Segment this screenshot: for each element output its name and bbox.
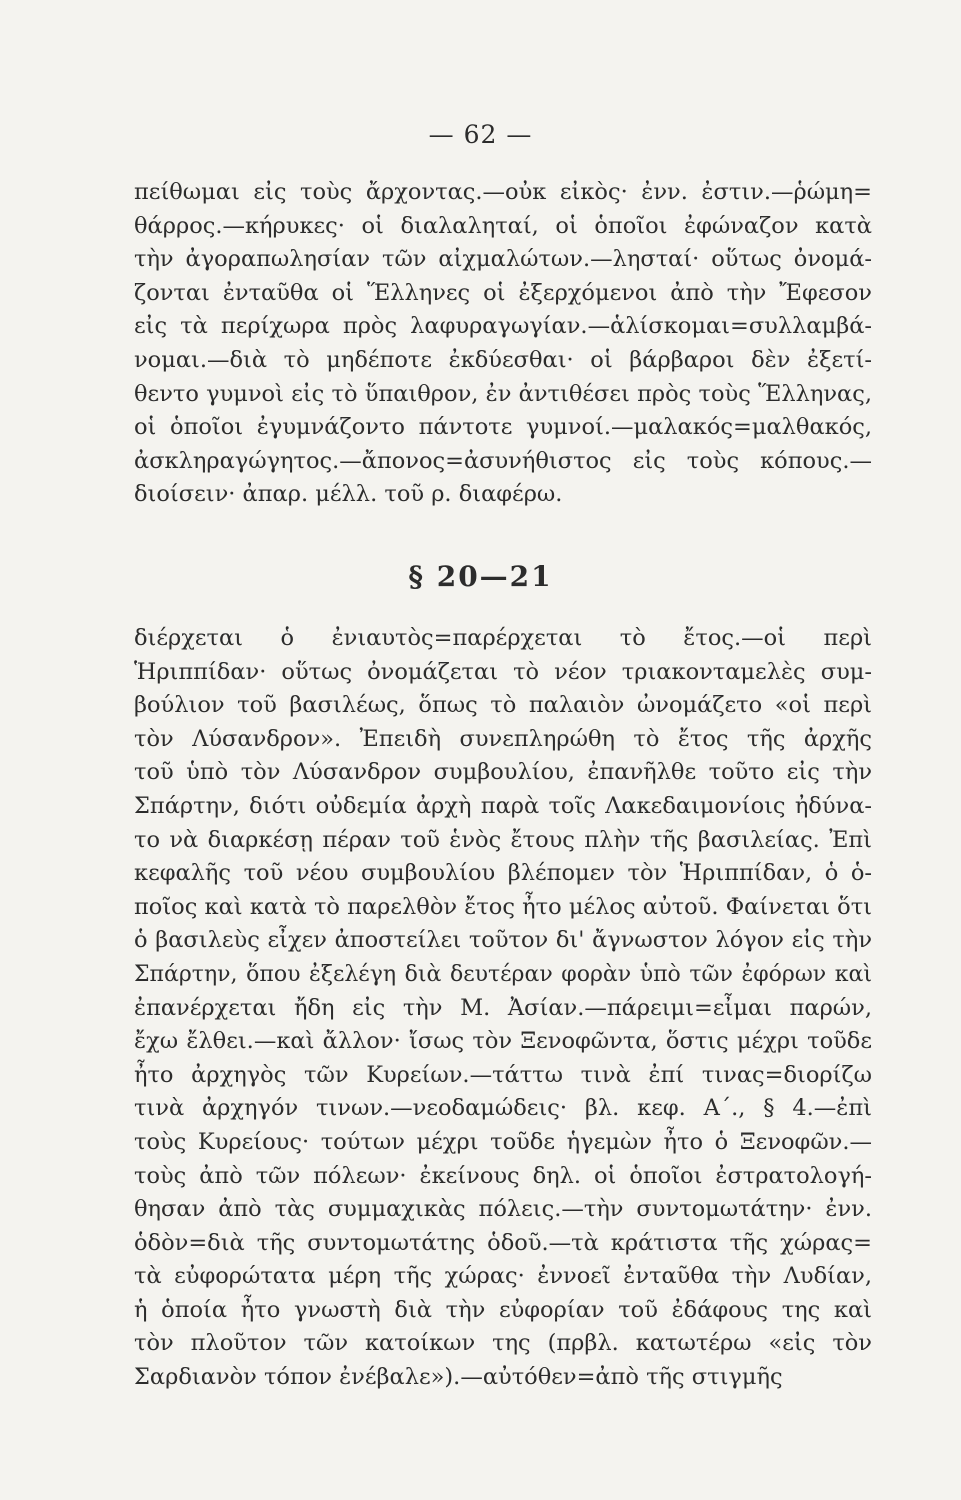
text-line: τὸν Λύσανδρον». Ἐπειδὴ συνεπληρώθη τὸ ἔτος τῆς ἀρχῆς	[134, 725, 872, 752]
paragraph-commentary-1	[134, 176, 872, 512]
text-line: τοὺς ἀπὸ τῶν πόλεων· ἐκείνους δηλ. οἱ ὁποῖοι ἐστρατολογή-	[134, 1162, 872, 1189]
text-line: ἡ ὁποία ἦτο γνωστὴ διὰ τὴν εὐφορίαν τοῦ ἐδάφους της καὶ	[134, 1296, 872, 1323]
text-line: ποῖος καὶ κατὰ τὸ παρελθὸν ἔτος ἦτο μέλος αὐτοῦ. Φαίνεται ὅτι	[134, 893, 872, 920]
page-number: — 62 —	[428, 120, 533, 149]
text-line: το νὰ διαρκέσῃ πέραν τοῦ ἑνὸς ἔτους πλὴν τῆς βασιλείας. Ἐπὶ	[134, 826, 872, 853]
text-line: ἔχω ἔλθει.—καὶ ἄλλον· ἴσως τὸν Ξενοφῶντα, ὅστις μέχρι τοῦδε	[134, 1028, 872, 1055]
text-line: νομαι.—διὰ τὸ μηδέποτε ἐκδύεσθαι· οἱ βάρβαροι δὲν ἐξετί-	[134, 346, 872, 373]
text-line: ἐπανέρχεται ἤδη εἰς τὴν Μ. Ἀσίαν.—πάρειμι=εἶμαι παρών,	[134, 994, 872, 1021]
text-line: ζονται ἐνταῦθα οἱ Ἕλληνες οἱ ἐξερχόμενοι ἀπὸ τὴν Ἔφεσον	[134, 279, 872, 306]
text-line: διέρχεται ὁ ἐνιαυτὸς=παρέρχεται τὸ ἔτος.—οἱ περὶ	[134, 625, 872, 651]
text-line: τὴν ἀγοραπωλησίαν τῶν αἰχμαλώτων.—λησταί· οὕτως ὀνομά-	[134, 246, 872, 273]
text-line: εἰς τὰ περίχωρα πρὸς λαφυραγωγίαν.—ἁλίσκομαι=συλλαμβά-	[134, 313, 872, 340]
text-line: Σπάρτην, διότι οὐδεμία ἀρχὴ παρὰ τοῖς Λακεδαιμονίοις ἠδύνα-	[134, 792, 872, 819]
paragraph-commentary-2	[134, 622, 872, 1395]
text-line: θεντο γυμνοὶ εἰς τὸ ὕπαιθρον, ἐν ἀντιθέσει πρὸς τοὺς Ἕλληνας,	[134, 380, 872, 407]
text-line: Ἡριππίδαν· οὕτως ὀνομάζεται τὸ νέον τριακονταμελὲς συμ-	[134, 658, 872, 685]
text-line: διοίσειν· ἀπαρ. μέλλ. τοῦ ρ. διαφέρω.	[134, 481, 563, 508]
text-line: τοῦ ὑπὸ τὸν Λύσανδρον συμβουλίου, ἐπανῆλθε τοῦτο εἰς τὴν	[134, 759, 872, 786]
text-line: τινὰ ἀρχηγόν τινων.—νεοδαμώδεις· βλ. κεφ. Α΄., § 4.—ἐπὶ	[134, 1095, 872, 1122]
text-line: Σπάρτην, ὅπου ἐξελέγη διὰ δευτέραν φορὰν ὑπὸ τῶν ἐφόρων καὶ	[134, 961, 872, 987]
text-line: ἀσκληραγώγητος.—ἄπονος=ἀσυνήθιστος εἰς τοὺς κόπους.—	[134, 447, 872, 474]
text-line: βούλιον τοῦ βασιλέως, ὅπως τὸ παλαιὸν ὠνομάζετο «οἱ περὶ	[134, 692, 872, 719]
text-line: ὁ βασιλεὺς εἶχεν ἀποστείλει τοῦτον δι' ἄγνωστον λόγον εἰς τὴν	[134, 927, 872, 954]
text-line: ὁδὸν=διὰ τῆς συντομωτάτης ὁδοῦ.—τὰ κράτιστα τῆς χώρας=	[134, 1229, 872, 1256]
text-line: θάρρος.—κήρυκες· οἱ διαλαληταί, οἱ ὁποῖοι ἐφώναζον κατὰ	[134, 212, 872, 239]
text-line: τὸν πλοῦτον τῶν κατοίκων της (πρβλ. κατωτέρω «εἰς τὸν	[134, 1330, 872, 1357]
section-heading: § 20—21	[408, 560, 553, 593]
text-line: τοὺς Κυρείους· τούτων μέχρι τοῦδε ἡγεμὼν ἦτο ὁ Ξενοφῶν.—	[134, 1128, 872, 1155]
text-line: Σαρδιανὸν τόπον ἐνέβαλε»).—αὐτόθεν=ἀπὸ τῆς στιγμῆς	[134, 1364, 783, 1391]
text-line: κεφαλῆς τοῦ νέου συμβουλίου βλέπομεν τὸν Ἡριππίδαν, ὁ ὁ-	[134, 860, 872, 887]
text-line: θησαν ἀπὸ τὰς συμμαχικὰς πόλεις.—τὴν συντομωτάτην· ἐνν.	[134, 1196, 872, 1223]
text-line: τὰ εὐφορώτατα μέρη τῆς χώρας· ἐννοεῖ ἐνταῦθα τὴν Λυδίαν,	[134, 1263, 872, 1290]
text-line: ἦτο ἀρχηγὸς τῶν Κυρείων.—τάττω τινὰ ἐπί τινας=διορίζω	[134, 1061, 872, 1088]
text-line: πείθωμαι εἰς τοὺς ἄρχοντας.—οὐκ εἰκὸς· ἐνν. ἐστιν.—ῥώμη=	[134, 179, 872, 205]
text-line: οἱ ὁποῖοι ἐγυμνάζοντο πάντοτε γυμνοί.—μαλακός=μαλθακός,	[134, 414, 872, 441]
